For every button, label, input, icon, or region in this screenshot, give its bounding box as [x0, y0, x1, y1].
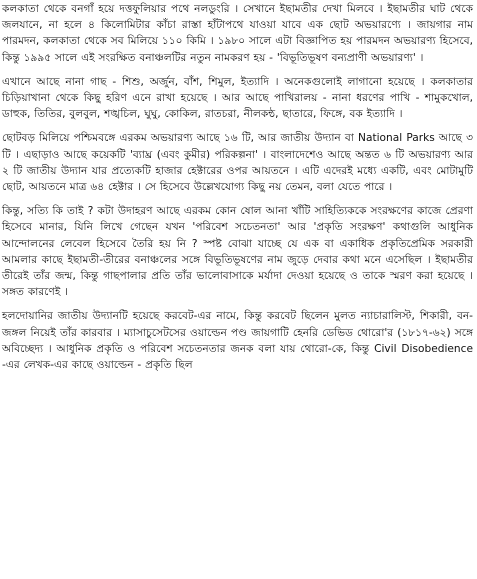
paragraph-2: এখানে আছে নানা গাছ - শিশু, অর্জুন, বাঁশ, শিমুল, ইত্যাদি । অনেকগুলোই লাগানো হয়েছে । কলকাতার চিড়িয়াখানা থেকে কিছু হরিণ এনে রাখা হয়েছে । আর আছে পাখিরালয় - নানা ধরণের পাখি - শামুকখোল, ডাহুক, তিতির, বুলবুল, শঙ্খচিল, ঘুঘু, কোকিল, রাতচরা, নীলকন্ঠ, ছাতারে, ফিঙ্গে, বক ইত্যাদি ।: [2, 75, 473, 121]
paragraph-gap: [2, 195, 473, 203]
paragraph-1: কলকাতা থেকে বনগাঁ হয়ে দত্তফুলিয়ার পথে নলডুংরি । সেখানে ইছামতীর দেখা মিলবে । ইছামতীর ঘাট থেকে জলযানে, না হলে ৪ কিলোমিটার কাঁচা রাস্তা হাঁটাপথে যাওয়া যাবে এক ছোট অভয়ারণ্যে । জায়গার নাম পারমদন, কলকাতা থেকে সব মিলিয়ে ১১০ কিমি । ১৯৮০ সালে এটা বিজ্ঞাপিত হয় পারমদন অভয়ারণ্য হিসেবে, কিন্তু ১৯৯৫ সালে এই সংরক্ষিত বনাঞ্চলটির নতুন নামকরণ হয় - 'বিভূতিভূষণ বন্যপ্রাণী অভয়ারণ্য' ।: [2, 3, 473, 64]
paragraph-3: ছোটবড় মিলিয়ে পশ্চিমবঙ্গে এরকম অভয়ারণ্য আছে ১৬ টি, আর জাতীয় উদ্যান বা National Parks আছে ৩ টি । এছাড়াও আছে কয়েকটি 'ব্যাঘ্র (এবং কুমীর) পরিকল্পনা' । বাংলাদেশেও আছে অন্তত ৬ টি অভয়ারণ্য আর ২ টি জাতীয় উদ্যান যার প্রত্যেকটি হাজার হেক্টারের ওপর আয়তনে । এটি এদেরই মধ্যে একটি, এবং মোটামুটি ছোট, আয়তনে মাত্র ৬৪ হেক্টার । সে হিসেবে উল্লেখযোগ্য কিছু নয় তেমন, বলা যেতে পারে ।: [2, 132, 473, 194]
paragraph-gap: [2, 122, 473, 130]
paragraph-gap: [2, 300, 473, 308]
paragraph-5: হলদোয়ানির জাতীয় উদ্যানটি হয়েছে করবেট-এর নামে, কিন্তু করবেট ছিলেন মুলত ন্যাচারালিস্ট, শিকারী, বন-জঙ্গল নিয়েই তাঁর কারবার । ম্যাসাচুসেটসের ওয়াল্ডেন পণ্ড জায়গাটি হেনরি ডেভিড থোরো'র (১৮১৭-৬২) সঙ্গে অবিচ্ছেদ্য । আধুনিক প্রকৃতি ও পরিবেশ সচেতনতার জনক বলা যায় থোরো-কে, কিন্তু Civil Disobedience -এর লেখক-এর কাছে ওয়াল্ডেন - প্রকৃতি ছিল: [2, 310, 473, 372]
paragraph-gap: [2, 66, 473, 74]
paragraph-4: কিন্তু, সত্যি কি তাই ? কটা উদাহরণ আছে এরকম কোন ষোল আনা খাঁটি সাহিত্যিককে সংরক্ষণের কাজে প্রেরণা হিসেবে মানার, যিনি লিখে গেছেন যখন 'পরিবেশ সচেতনতা' আর 'প্রকৃতি সংরক্ষণ' কথাগুলি আধুনিক আন্দোলনের লেবেল হিসেবে তৈরি হয় নি ? স্পষ্ট বোঝা যাচ্ছে যে এক বা একাধিক প্রকৃতিপ্রেমিক সরকারী আমলার কাছে ইছামতী-তীরের বনাঞ্চলের সঙ্গে বিভূতিভূষণের নাম জুড়ে দেবার কথা মনে এসেছিল । ইছামতীর তীরেই তাঁর জন্ম, কিন্তু গাছপালার প্রতি তাঁর ভালোবাসাকে মর্যাদা দেওয়া হয়েছে ও তাকে স্মরণ করা হয়েছে । সঙ্গত কারণেই ।: [2, 205, 473, 299]
